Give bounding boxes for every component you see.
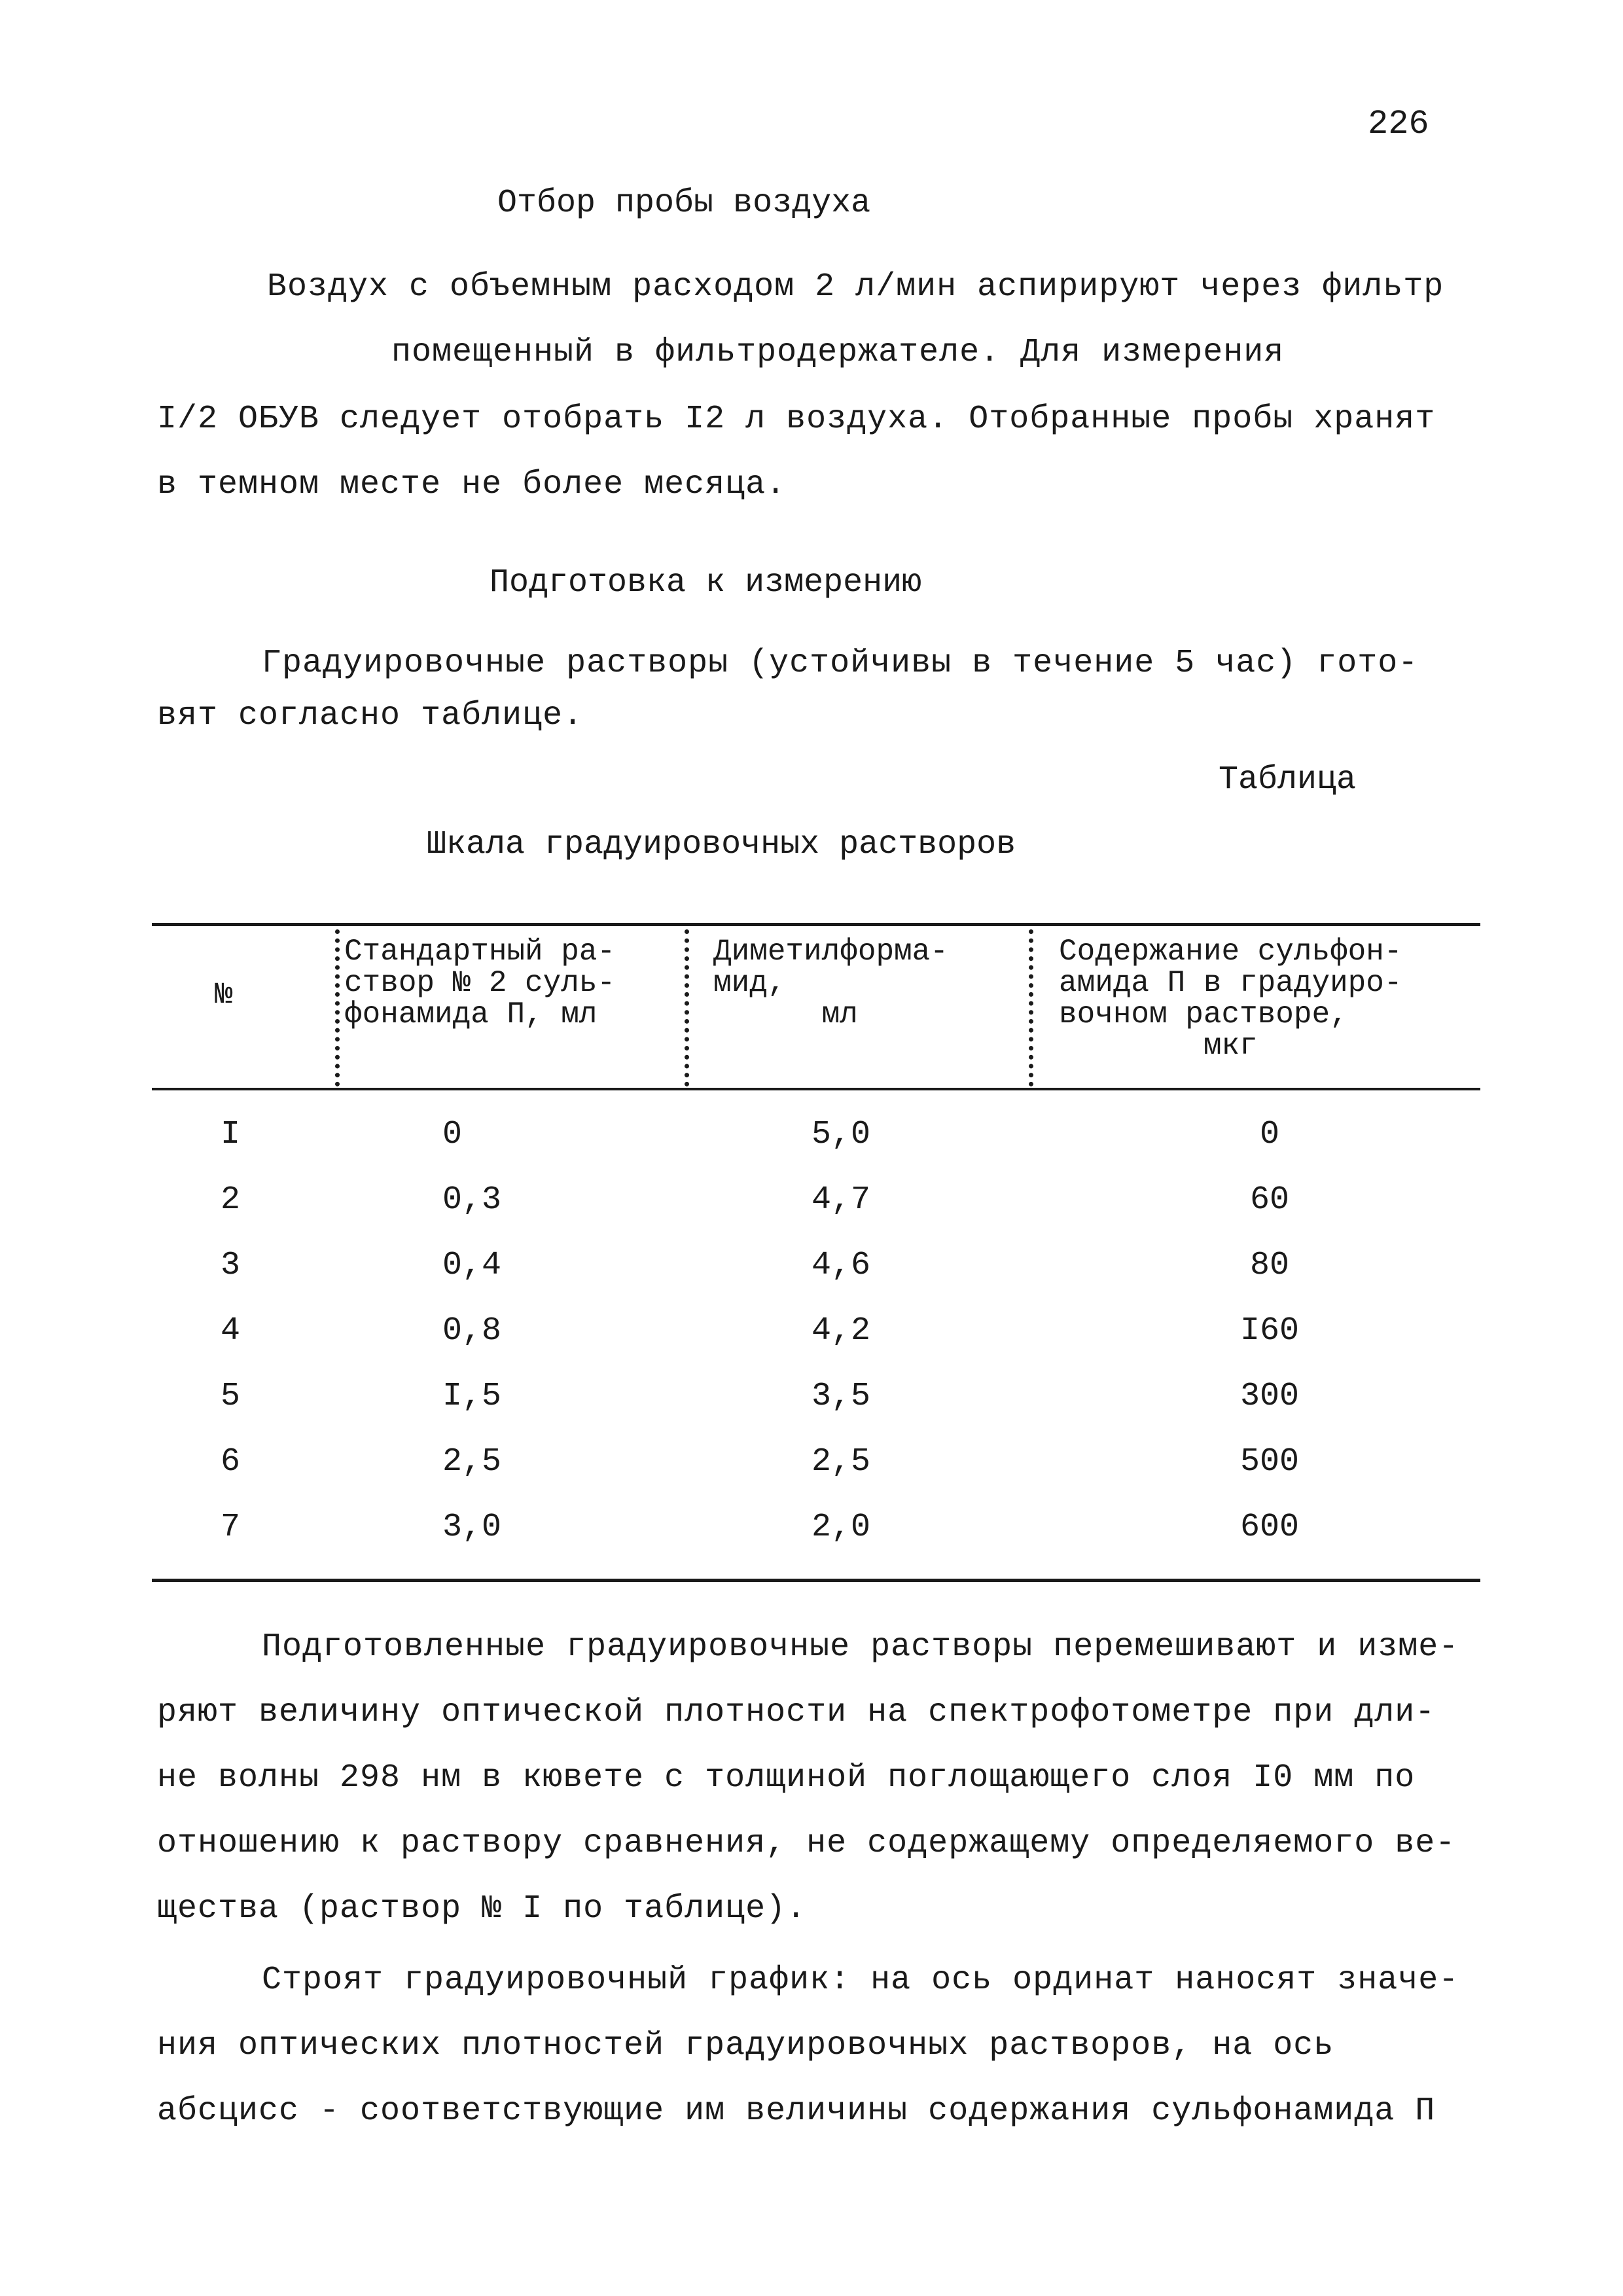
table-cell-standard: 0,4 xyxy=(442,1247,502,1284)
table-cell-standard: I,5 xyxy=(442,1378,502,1415)
table-cell-standard: 0,8 xyxy=(442,1312,502,1350)
paragraph-line: I/2 ОБУВ следует отобрать I2 л воздуха. Отобранные пробы хранят xyxy=(157,401,1436,438)
header-dimethylformamide: Диметилформа- мид, мл xyxy=(713,935,948,1031)
table-header-rule xyxy=(152,1088,1480,1090)
table-cell-number: 6 xyxy=(220,1443,240,1480)
table-cell-number: 2 xyxy=(220,1181,240,1219)
table-cell-standard: 0 xyxy=(442,1116,463,1153)
paragraph-line: Подготовленные градуировочные растворы перемешивают и изме- xyxy=(262,1628,1459,1666)
table-cell-content: 80 xyxy=(1249,1247,1289,1284)
table-cell-dmf: 4,6 xyxy=(812,1247,871,1284)
paragraph-line: ряют величину оптической плотности на спектрофотометре при дли- xyxy=(157,1694,1436,1731)
table-cell-content: I60 xyxy=(1240,1312,1299,1350)
table-cell-dmf: 2,5 xyxy=(812,1443,871,1480)
paragraph-line: помещенный в фильтродержателе. Для измерения xyxy=(391,334,1285,371)
table-cell-dmf: 4,7 xyxy=(812,1181,871,1219)
table-cell-number: I xyxy=(220,1116,240,1153)
table-title: Шкала градуировочных растворов xyxy=(427,826,1016,863)
paragraph-line: не волны 298 нм в кювете с толщиной поглощающего слоя I0 мм по xyxy=(157,1759,1416,1797)
column-divider xyxy=(685,929,689,1086)
paragraph-line: ния оптических плотностей градуировочных растворов, на ось xyxy=(157,2027,1334,2064)
table-cell-standard: 2,5 xyxy=(442,1443,502,1480)
header-standard-solution: Стандартный ра- створ № 2 суль- фонамида П, мл xyxy=(344,935,616,1031)
paragraph-line: Воздух с объемным расходом 2 л/мин аспирируют через фильтр xyxy=(267,268,1444,306)
paragraph-line: вят согласно таблице. xyxy=(157,697,584,734)
table-cell-content: 60 xyxy=(1249,1181,1289,1219)
table-cell-dmf: 2,0 xyxy=(812,1509,871,1546)
column-divider xyxy=(1029,929,1033,1086)
table-cell-content: 500 xyxy=(1240,1443,1299,1480)
table-cell-number: 3 xyxy=(220,1247,240,1284)
table-top-rule xyxy=(152,923,1480,926)
table-bottom-rule xyxy=(152,1579,1480,1582)
paragraph-line: щества (раствор № I по таблице). xyxy=(157,1890,807,1928)
header-number: № xyxy=(215,978,233,1012)
table-cell-dmf: 3,5 xyxy=(812,1378,871,1415)
table-cell-standard: 3,0 xyxy=(442,1509,502,1546)
paragraph-line: абсцисс - соответствующие им величины содержания сульфонамида П xyxy=(157,2092,1436,2130)
table-cell-content: 0 xyxy=(1259,1116,1279,1153)
paragraph-line: отношению к раствору сравнения, не содержащему определяемого ве- xyxy=(157,1825,1456,1862)
page-number: 226 xyxy=(1368,105,1429,143)
table-cell-number: 4 xyxy=(220,1312,240,1350)
table-cell-dmf: 4,2 xyxy=(812,1312,871,1350)
paragraph-line: Градуировочные растворы (устойчивы в течение 5 час) гото- xyxy=(262,645,1419,682)
section-heading-air-sampling: Отбор пробы воздуха xyxy=(497,185,871,222)
section-heading-preparation: Подготовка к измерению xyxy=(490,564,922,601)
table-cell-standard: 0,3 xyxy=(442,1181,502,1219)
table-cell-content: 600 xyxy=(1240,1509,1299,1546)
header-sulfonamide-content: Содержание сульфон- амида П в градуиро- вочном растворе, мкг xyxy=(1059,935,1402,1063)
table-cell-content: 300 xyxy=(1240,1378,1299,1415)
table-label: Таблица xyxy=(1219,761,1357,798)
paragraph-line: в темном месте не более месяца. xyxy=(157,466,787,503)
column-divider xyxy=(335,929,340,1086)
paragraph-line: Строят градуировочный график: на ось ординат наносят значе- xyxy=(262,1962,1459,1999)
table-cell-dmf: 5,0 xyxy=(812,1116,871,1153)
table-cell-number: 5 xyxy=(220,1378,240,1415)
table-cell-number: 7 xyxy=(220,1509,240,1546)
